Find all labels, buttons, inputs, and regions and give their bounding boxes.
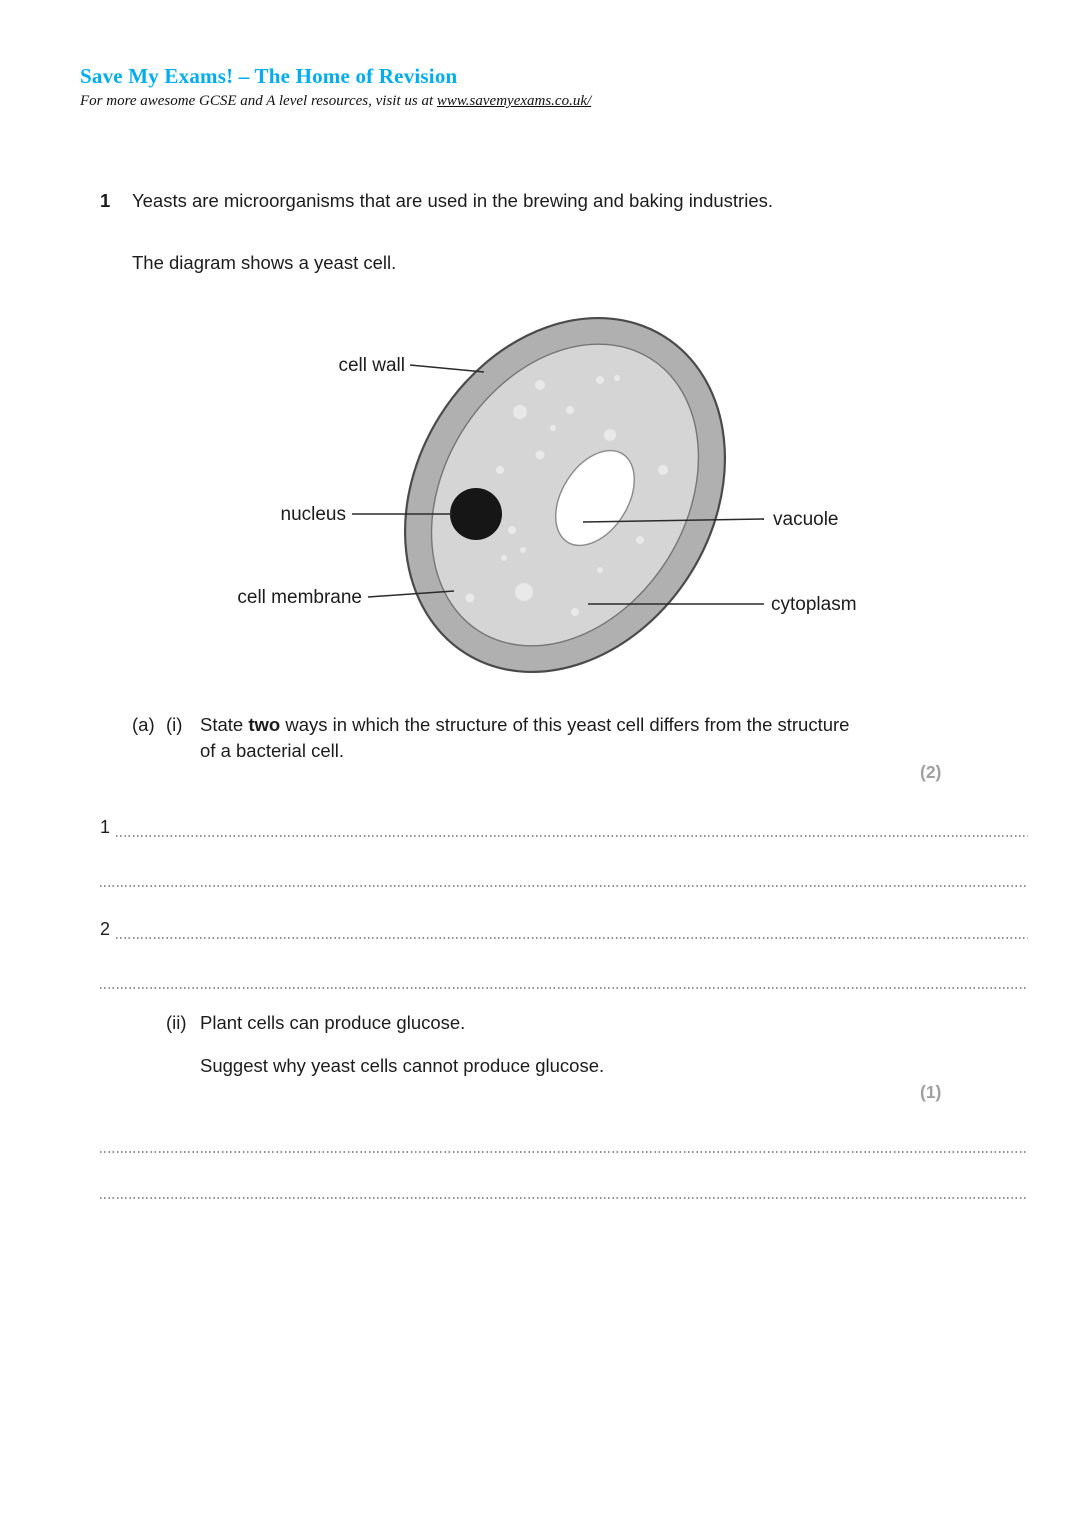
part-a-ii-row	[166, 1010, 465, 1036]
answer-line-1b	[100, 885, 1028, 887]
cell-wall-pointer	[410, 365, 484, 372]
part-a-ii-line1: Plant cells can produce glucose.	[200, 1012, 466, 1033]
part-roman-i-label: (i)	[166, 714, 183, 735]
answer-1-number: 1	[100, 817, 111, 837]
question-intro-row	[100, 190, 773, 212]
subtitle-text: For more awesome GCSE and A level resources, visit us at	[80, 93, 437, 109]
site-title: Save My Exams! – The Home of Revision	[80, 64, 458, 88]
part-roman-ii-label: (ii)	[166, 1012, 187, 1033]
yeast-cell-diagram	[0, 310, 1080, 690]
part-a-i-text	[200, 712, 855, 764]
answer-line-2b	[100, 987, 1028, 989]
cytoplasm-label: cytoplasm	[771, 594, 857, 615]
cell-wall-label: cell wall	[338, 355, 405, 376]
part-a-i-text-seg2: ways in which the structure of this yeast cell differs from the structure of a bacterial cell.	[200, 714, 850, 761]
vacuole-label: vacuole	[773, 509, 839, 530]
answer-line-1a	[116, 835, 1028, 837]
marks-a-i: (2)	[920, 762, 942, 782]
diagram-caption: The diagram shows a yeast cell.	[132, 252, 397, 273]
part-a-ii-line2: Suggest why yeast cells cannot produce glucose.	[200, 1055, 605, 1076]
answer-2-number: 2	[100, 919, 111, 939]
part-a-i-text-bold: two	[248, 714, 281, 735]
nucleus-label: nucleus	[280, 504, 346, 525]
part-a-i-text-seg1: State	[200, 714, 249, 735]
answer-line-3a	[100, 1151, 1028, 1153]
answer-line-2a	[116, 937, 1028, 939]
nucleus-shape	[450, 488, 502, 540]
part-a-i-row	[132, 712, 855, 764]
question-intro-text: Yeasts are microorganisms that are used in the brewing and baking industries.	[132, 190, 774, 211]
part-a-ii-row2	[200, 1053, 604, 1079]
cell-membrane-label: cell membrane	[237, 587, 362, 608]
part-a-label: (a)	[132, 714, 155, 735]
marks-a-ii: (1)	[920, 1082, 942, 1102]
site-subtitle	[80, 93, 591, 110]
page-header	[80, 64, 591, 110]
answer-line-3b	[100, 1197, 1028, 1199]
question-number: 1	[100, 190, 111, 211]
site-link[interactable]: www.savemyexams.co.uk/	[436, 93, 592, 109]
